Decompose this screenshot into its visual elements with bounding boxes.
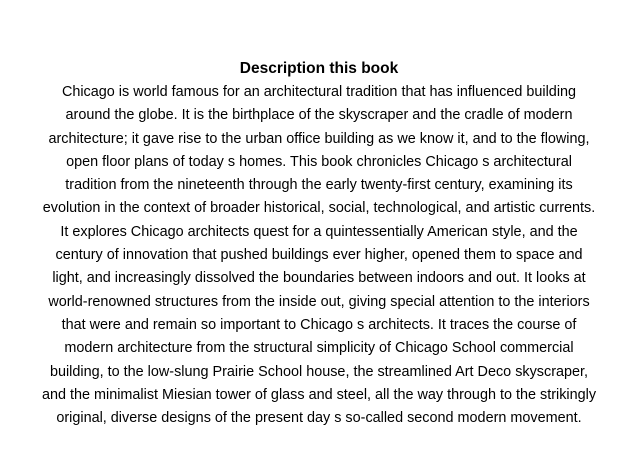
text-line: It explores Chicago architects quest for a quintessentially American style, and the (60, 223, 578, 240)
text-line: Chicago is world famous for an architectural tradition that has influenced building (61, 84, 577, 100)
text-line: modern architecture from the structural simplicity of Chicago School commercial (64, 340, 574, 357)
text-line: light, and increasingly dissolved the boundaries between indoors and out. It looks at (52, 270, 586, 287)
text-line: open floor plans of today s homes. This book chronicles Chicago s architectural (66, 153, 572, 170)
text-line: tradition from the nineteenth through the early twenty-first century, examining its (65, 177, 573, 194)
text-line: century of innovation that pushed buildings ever higher, opened them to space and (55, 247, 583, 264)
text-line: evolution in the context of broader historical, social, technological, and artistic currents. (42, 200, 596, 217)
text-line: original, diverse designs of the present day s so-called second modern movement. (56, 410, 582, 427)
text-line: world-renowned structures from the inside out, giving special attention to the interiors (48, 293, 590, 310)
description-text (0, 81, 638, 430)
page-title: Description this book (239, 60, 399, 77)
text-line: architecture; it gave rise to the urban office building as we know it, and to the flowing, (48, 130, 590, 147)
text-line: and the minimalist Miesian tower of glass and steel, all the way through to the strikingly (41, 386, 597, 403)
text-line: around the globe. It is the birthplace of the skyscraper and the cradle of modern (65, 107, 573, 124)
text-line: building, to the low-slung Prairie School house, the streamlined Art Deco skyscraper, (49, 363, 589, 380)
text-line: that were and remain so important to Chicago s architects. It traces the course of (61, 316, 577, 333)
